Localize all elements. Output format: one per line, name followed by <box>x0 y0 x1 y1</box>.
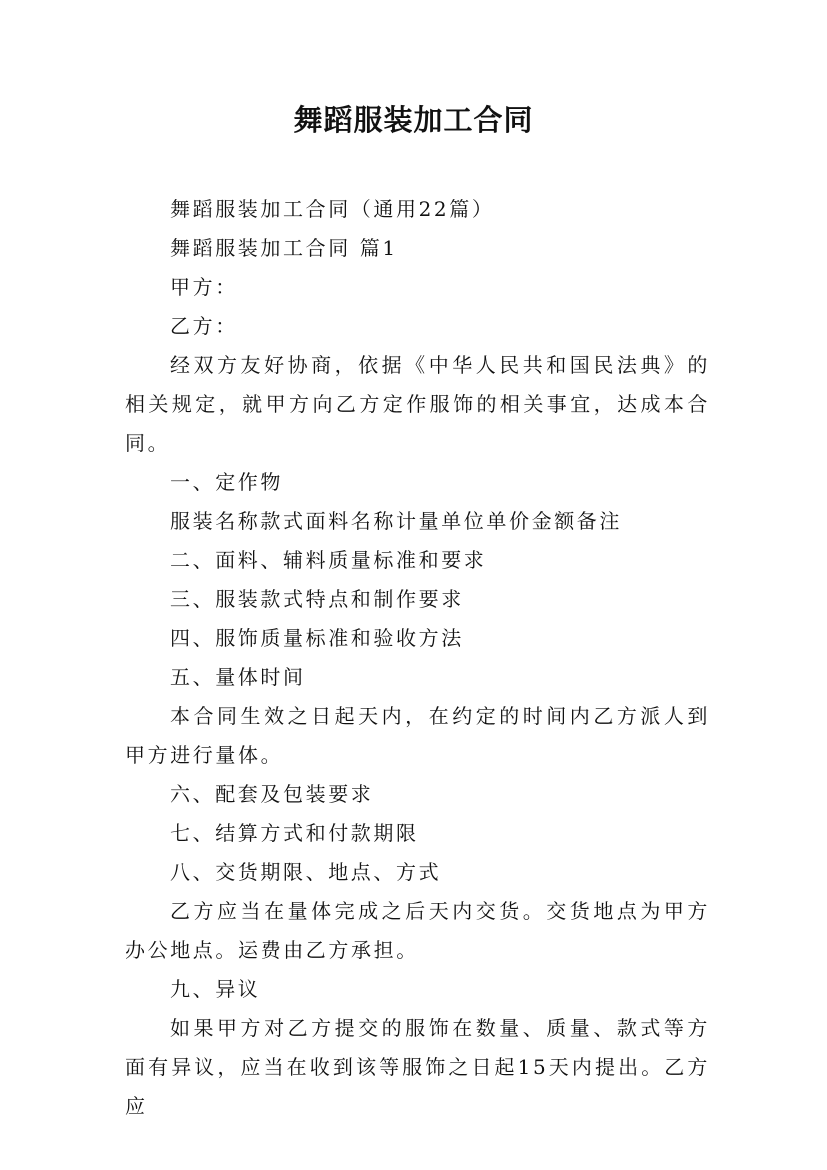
paragraph-delivery: 乙方应当在量体完成之后天内交货。交货地点为甲方办公地点。运费由乙方承担。 <box>125 899 710 962</box>
section-heading-8: 八、交货期限、地点、方式 <box>170 860 442 884</box>
paragraph-objection: 如果甲方对乙方提交的服饰在数量、质量、款式等方面有异议，应当在收到该等服饰之日起15天内提出。乙方应 <box>125 1016 710 1118</box>
section-heading-9: 九、异议 <box>170 977 261 1001</box>
paragraph-article-heading: 舞蹈服装加工合同 篇1 <box>170 236 398 260</box>
section-heading-6: 六、配套及包装要求 <box>170 782 374 806</box>
section-heading-7: 七、结算方式和付款期限 <box>170 821 419 845</box>
paragraph-party-a: 甲方： <box>170 275 238 299</box>
document-title: 舞蹈服装加工合同 <box>293 103 534 137</box>
paragraph-item-columns: 服装名称款式面料名称计量单位单价金额备注 <box>170 509 622 533</box>
section-heading-3: 三、服装款式特点和制作要求 <box>170 587 464 611</box>
section-heading-1: 一、定作物 <box>170 470 283 494</box>
paragraph-collection-title: 舞蹈服装加工合同（通用22篇） <box>170 197 495 221</box>
document-body <box>125 190 710 1126</box>
paragraph-preamble: 经双方友好协商，依据《中华人民共和国民法典》的相关规定，就甲方向乙方定作服饰的相关事宜，达成本合同。 <box>125 353 710 455</box>
section-heading-2: 二、面料、辅料质量标准和要求 <box>170 548 487 572</box>
paragraph-party-b: 乙方： <box>170 314 238 338</box>
paragraph-measurement: 本合同生效之日起天内，在约定的时间内乙方派人到甲方进行量体。 <box>125 704 710 767</box>
section-heading-5: 五、量体时间 <box>170 665 306 689</box>
section-heading-4: 四、服饰质量标准和验收方法 <box>170 626 464 650</box>
